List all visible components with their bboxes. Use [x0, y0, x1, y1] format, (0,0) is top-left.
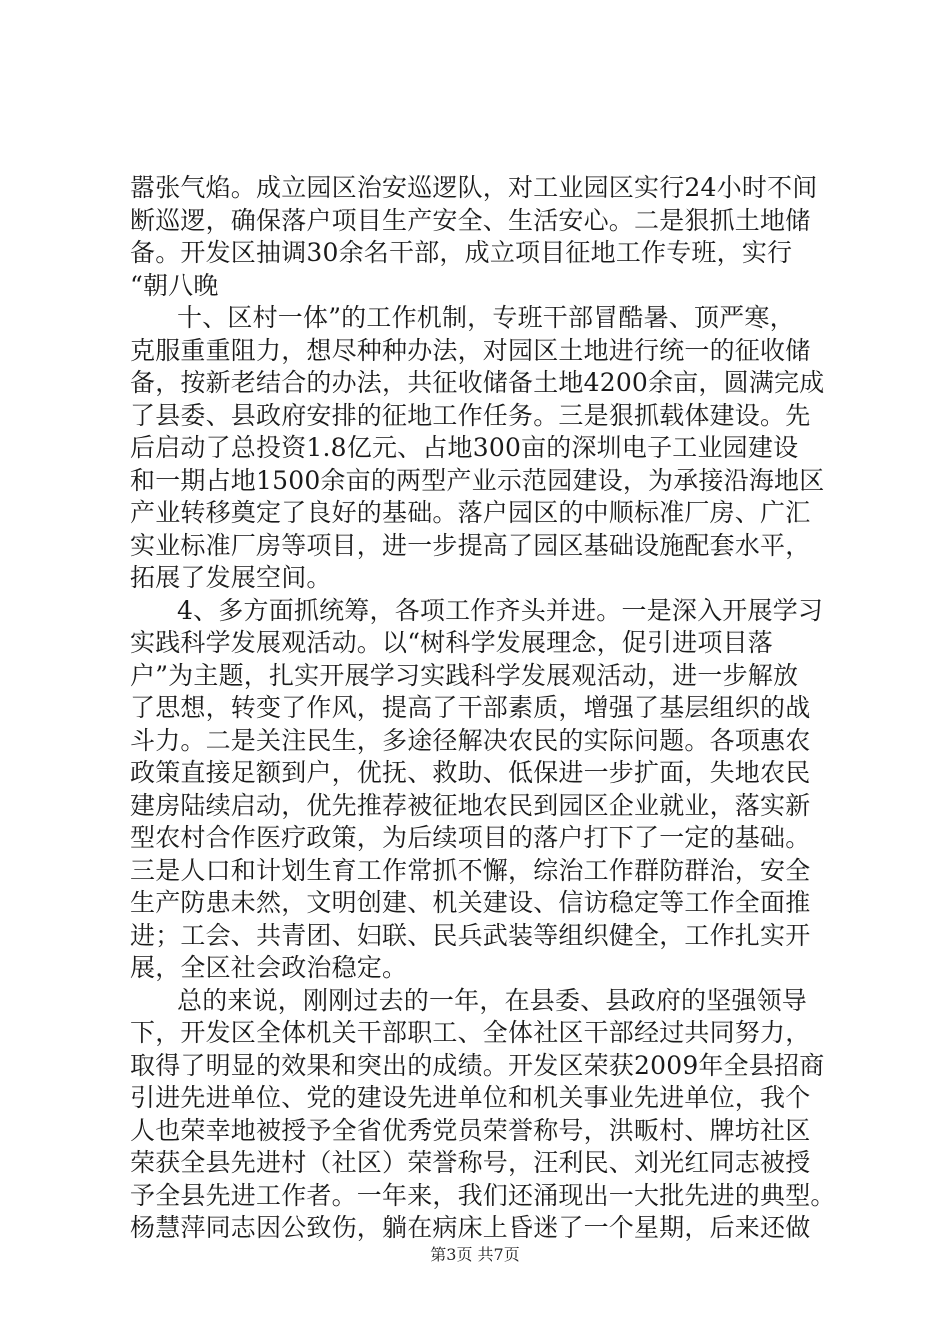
text-line: 三是人口和计划生育工作常抓不懈，综治工作群防群治，安全 [130, 855, 811, 885]
text-line: 实业标准厂房等项目，进一步提高了园区基础设施配套水平， [130, 530, 811, 560]
text-line: 了县委、县政府安排的征地工作任务。三是狠抓载体建设。先 [130, 400, 811, 430]
text-line: 备，按新老结合的办法，共征收储备土地4200余亩，圆满完成 [130, 368, 825, 397]
text-line: 予全县先进工作者。一年来，我们还涌现出一大批先进的典型。 [130, 1180, 836, 1210]
text-line: 型农村合作医疗政策，为后续项目的落户打下了一定的基础。 [130, 823, 811, 852]
text-line: 了思想，转变了作风，提高了干部素质，增强了基层组织的战 [130, 693, 811, 722]
text-line: 人也荣幸地被授予全省优秀党员荣誉称号，洪畈村、牌坊社区 [130, 1115, 811, 1145]
page-footer: 第3页 共7页 [430, 1245, 520, 1264]
text-line: 总的来说，刚刚过去的一年，在县委、县政府的坚强领导 [177, 985, 808, 1015]
text-line: 嚣张气焰。成立园区治安巡逻队，对工业园区实行24小时不间 [130, 173, 818, 202]
text-line: 斗力。二是关注民生，多途径解决农民的实际问题。各项惠农 [130, 725, 811, 755]
text-line: 取得了明显的效果和突出的成绩。开发区荣获2009年全县招商 [130, 1050, 825, 1080]
text-line: 进；工会、共青团、妇联、民兵武装等组织健全，工作扎实开 [130, 920, 811, 950]
text-line: 4、多方面抓统筹，各项工作齐头并进。一是深入开展学习 [177, 595, 824, 625]
text-line: 引进先进单位、党的建设先进单位和机关事业先进单位，我个 [130, 1083, 811, 1112]
text-line: 下，开发区全体机关干部职工、全体社区干部经过共同努力， [130, 1018, 811, 1047]
text-line: 展，全区社会政治稳定。 [130, 953, 408, 982]
text-line: 拓展了发展空间。 [130, 563, 332, 592]
text-line: 生产防患未然，文明创建、机关建设、信访稳定等工作全面推 [130, 888, 811, 917]
text-line: 建房陆续启动，优先推荐被征地农民到园区企业就业，落实新 [130, 790, 811, 820]
text-line: 政策直接足额到户，优抚、救助、低保进一步扩面，失地农民 [130, 758, 811, 787]
text-line: 克服重重阻力，想尽种种办法，对园区土地进行统一的征收储 [130, 335, 811, 365]
text-line: 产业转移奠定了良好的基础。落户园区的中顺标准厂房、广汇 [130, 498, 811, 527]
text-line: 荣获全县先进村（社区）荣誉称号，汪利民、刘光红同志被授 [130, 1148, 811, 1177]
text-line: 十、区村一体”的工作机制，专班干部冒酷暑、顶严寒， [177, 303, 795, 332]
text-line: 杨慧萍同志因公致伤，躺在病床上昏迷了一个星期，后来还做 [130, 1213, 811, 1242]
text-line: 户”为主题，扎实开展学习实践科学发展观活动，进一步解放 [130, 660, 799, 690]
body-text [130, 172, 836, 1245]
text-line: 和一期占地1500余亩的两型产业示范园建设，为承接沿海地区 [130, 465, 825, 495]
text-line: 后启动了总投资1.8亿元、占地300亩的深圳电子工业园建设 [130, 433, 799, 462]
text-line: 实践科学发展观活动。以“树科学发展理念，促引进项目落 [130, 628, 773, 657]
text-line: 备。开发区抽调30余名干部，成立项目征地工作专班，实行 [130, 238, 793, 267]
text-line: “朝八晚 [130, 270, 219, 300]
text-line: 断巡逻，确保落户项目生产安全、生活安心。二是狠抓土地储 [130, 205, 811, 235]
